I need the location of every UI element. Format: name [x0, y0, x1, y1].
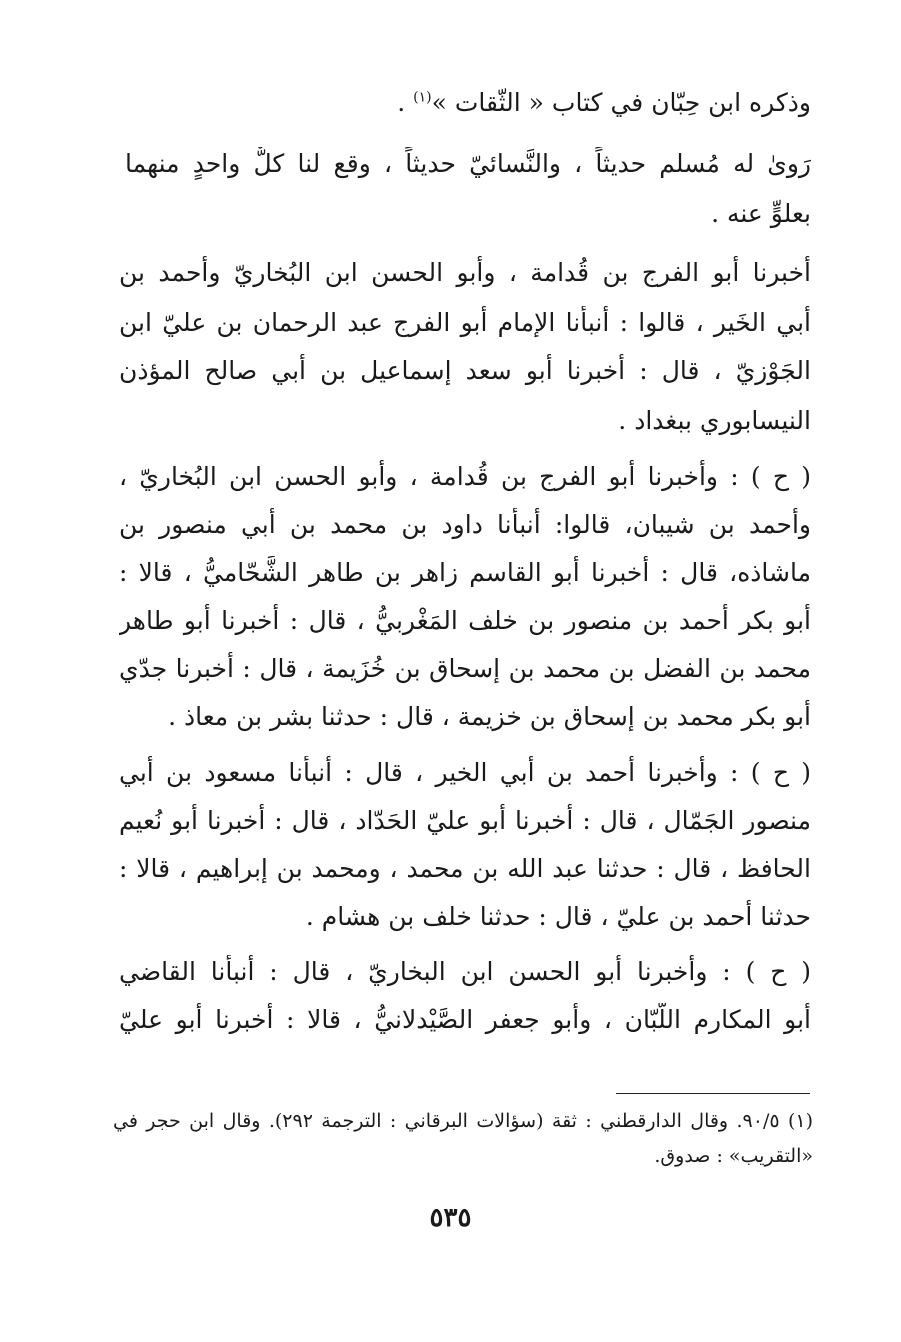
text-line: وأحمد بن شيبان، قالوا: أنبأنا داود بن محمد بن أبي منصور بن: [119, 510, 811, 539]
text-line: ( ح ) : وأخبرنا أبو الحسن ابن البخاريّ ، قال : أنبأنا القاضي: [119, 957, 811, 986]
footnote-separator: [616, 1093, 810, 1094]
footnote-line: (١) ٩٠/٥. وقال الدارقطني : ثقة (سؤالات البرقاني : الترجمة ٢٩٢). وقال ابن حجر في: [113, 1110, 813, 1132]
text-line: ( ح ) : وأخبرنا أبو الفرج بن قُدامة ، وأبو الحسن ابن البُخاريّ ،: [119, 462, 811, 491]
text-line: أبو بكر أحمد بن منصور بن خلف المَغْربيُّ ، قال : أخبرنا أبو طاهر: [119, 606, 811, 635]
footnote-ref: (١): [413, 89, 432, 106]
text-line: أخبرنا أبو الفرج بن قُدامة ، وأبو الحسن ابن البُخاريّ وأحمد بن: [119, 258, 811, 287]
footnote-line: «التقريب» : صدوق.: [654, 1145, 813, 1167]
text-segment: وذكره ابن حِبّان في كتاب « الثّقات »: [431, 88, 811, 117]
text-line: أبو بكر محمد بن إسحاق بن خزيمة ، قال : حدثنا بشر بن معاذ .: [168, 702, 811, 731]
text-line: حدثنا أحمد بن عليّ ، قال : حدثنا خلف بن هشام .: [305, 902, 811, 931]
text-line: النيسابوري ببغداد .: [618, 406, 811, 435]
text-line: محمد بن الفضل بن محمد بن إسحاق بن خُزَيمة ، قال : أخبرنا جدّي: [119, 654, 811, 683]
text-line: الحافظ ، قال : حدثنا عبد الله بن محمد ، ومحمد بن إبراهيم ، قالا :: [119, 854, 811, 883]
text-line: أبو المكارم اللّبّان ، وأبو جعفر الصَّيْدلانيُّ ، قالا : أخبرنا أبو عليّ: [119, 1005, 811, 1034]
text-line: منصور الجَمّال ، قال : أخبرنا أبو عليّ الحَدّاد ، قال : أخبرنا أبو نُعيم: [119, 806, 811, 835]
text-line: ماشاذه، قال : أخبرنا أبو القاسم زاهر بن طاهر الشَّحّاميُّ ، قالا :: [119, 558, 811, 587]
text-line: أبي الخَير ، قالوا : أنبأنا الإمام أبو الفرج عبد الرحمان بن عليّ ابن: [119, 308, 811, 337]
text-line: الجَوْزيّ ، قال : أخبرنا أبو سعد إسماعيل بن أبي صالح المؤذن: [119, 356, 811, 385]
text-line: [397, 86, 811, 120]
text-line: رَوىٰ له مُسلم حديثاً ، والنَّسائيّ حديثاً ، وقع لنا كلٌّ واحدٍ منهما: [125, 149, 811, 178]
text-line: بعلوٍّ عنه .: [711, 199, 811, 228]
text-line: ( ح ) : وأخبرنا أحمد بن أبي الخير ، قال : أنبأنا مسعود بن أبي: [119, 758, 811, 787]
text-segment: .: [397, 88, 406, 117]
page-number: ٥٣٥: [429, 1203, 472, 1233]
